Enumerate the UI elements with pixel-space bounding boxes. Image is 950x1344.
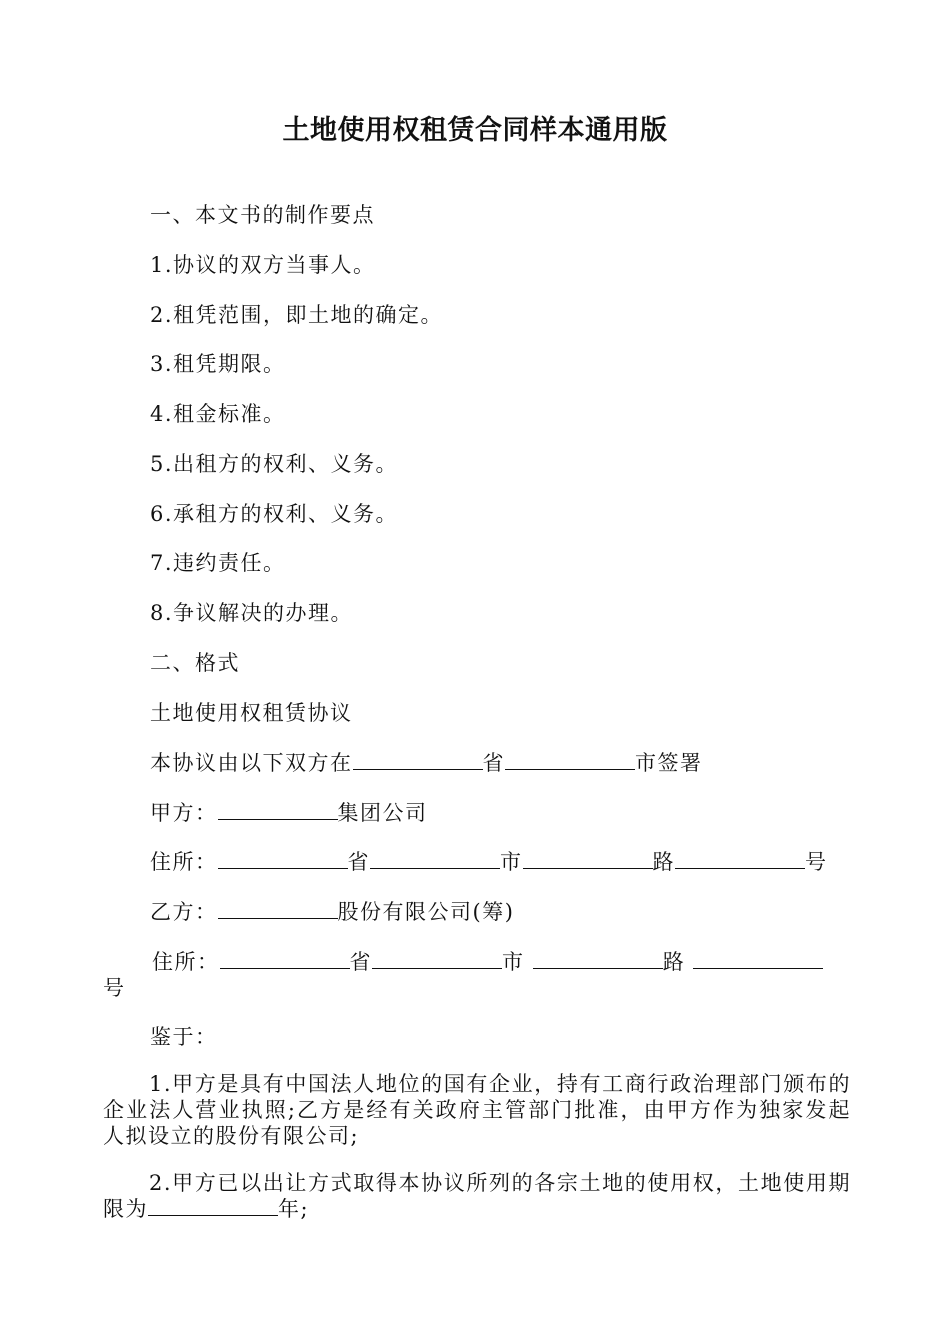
- agreement-title: 土地使用权租赁协议: [150, 701, 353, 725]
- point-item: 3.租凭期限。: [150, 352, 286, 376]
- clause-1: 1.甲方是具有中国法人地位的国有企业，持有工商行政治理部门颁布的企业法人营业执照;乙方是经有关政府主管部门批准，由甲方作为独家发起人拟设立的股份有限公司;: [103, 1072, 851, 1148]
- signing-line: [150, 747, 703, 777]
- party-a-line: [150, 797, 428, 827]
- point-item: 5.出租方的权利、义务。: [150, 452, 399, 476]
- address-a-city: 市: [500, 850, 523, 874]
- address-a-province-blank[interactable]: [218, 850, 348, 869]
- address-b-number: 号: [103, 976, 126, 1000]
- address-a-road: 路: [652, 850, 675, 874]
- province-label: 省: [482, 751, 505, 775]
- address-b-province-blank[interactable]: [220, 950, 350, 969]
- section-heading-format: 二、格式: [150, 651, 240, 675]
- address-b-number-blank[interactable]: [693, 950, 823, 969]
- address-a-province: 省: [347, 850, 370, 874]
- party-a-suffix: 集团公司: [337, 801, 428, 825]
- address-b-line: [152, 946, 823, 976]
- clause-2-suffix: 年;: [278, 1197, 310, 1221]
- address-a-line: [150, 846, 828, 876]
- province-blank[interactable]: [353, 751, 483, 770]
- party-a-name-blank[interactable]: [218, 801, 338, 820]
- point-item: 2.租凭范围，即土地的确定。: [150, 303, 444, 327]
- address-a-road-blank[interactable]: [523, 850, 653, 869]
- party-b-suffix: 股份有限公司(筹): [337, 900, 515, 924]
- document-title: 土地使用权租赁合同样本通用版: [282, 115, 668, 146]
- party-b-label: 乙方：: [150, 900, 218, 924]
- clause-2-text: 2.甲方已以出让方式取得本协议所列的各宗土地的使用权，土地使用期限为: [103, 1171, 851, 1221]
- clause-2: [103, 1170, 851, 1222]
- address-b-province: 省: [349, 950, 372, 974]
- point-item: 7.违约责任。: [150, 551, 286, 575]
- address-b-city-blank[interactable]: [372, 950, 502, 969]
- address-b-label: 住所：: [152, 950, 220, 974]
- address-a-city-blank[interactable]: [370, 850, 500, 869]
- section-heading-requirements: 一、本文书的制作要点: [150, 203, 375, 227]
- point-item: 8.争议解决的办理。: [150, 601, 354, 625]
- city-suffix: 市签署: [635, 751, 703, 775]
- whereas-heading: 鉴于：: [150, 1025, 218, 1049]
- point-item: 6.承租方的权利、义务。: [150, 502, 399, 526]
- address-a-number: 号: [805, 850, 828, 874]
- address-b-road: 路: [662, 950, 686, 974]
- lease-term-blank[interactable]: [148, 1197, 278, 1216]
- party-b-name-blank[interactable]: [218, 900, 338, 919]
- address-b-road-blank[interactable]: [533, 950, 663, 969]
- address-a-label: 住所：: [150, 850, 218, 874]
- point-item: 4.租金标准。: [150, 402, 286, 426]
- address-a-number-blank[interactable]: [675, 850, 805, 869]
- point-item: 1.协议的双方当事人。: [150, 253, 376, 277]
- address-b-city: 市: [502, 950, 525, 974]
- party-a-label: 甲方：: [150, 801, 218, 825]
- signing-prefix: 本协议由以下双方在: [150, 751, 353, 775]
- city-blank[interactable]: [505, 751, 635, 770]
- party-b-line: [150, 896, 514, 926]
